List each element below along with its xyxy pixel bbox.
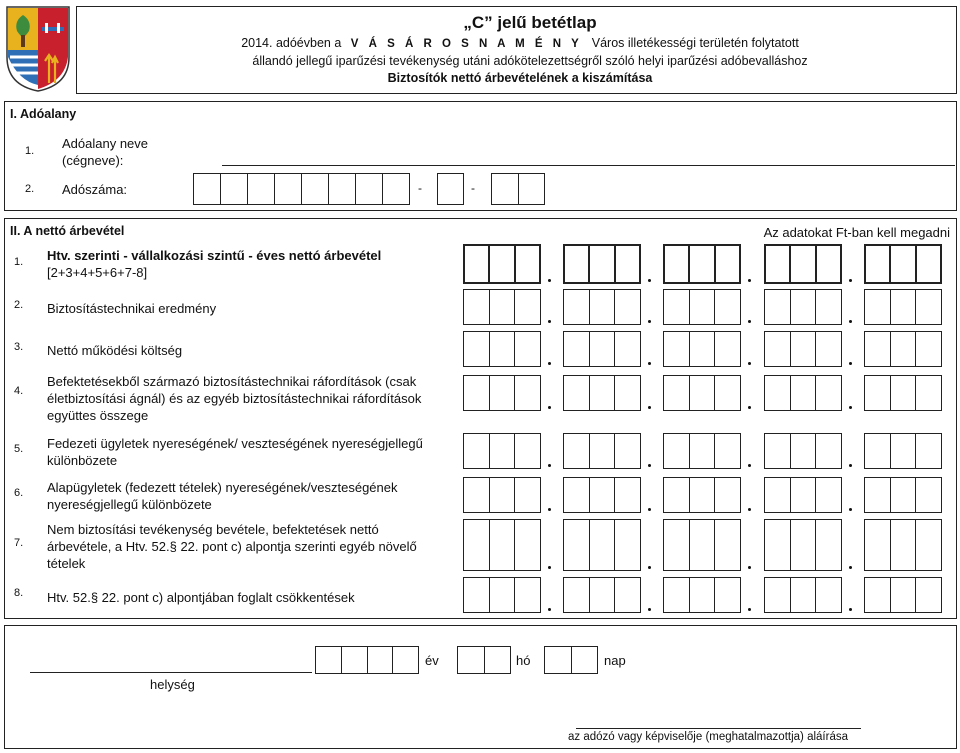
- amount-digit-group[interactable]: [764, 331, 842, 367]
- digit-box[interactable]: [302, 174, 329, 204]
- amount-digit-group[interactable]: [864, 519, 942, 571]
- digit-box[interactable]: [316, 647, 342, 673]
- digit-box[interactable]: [690, 478, 716, 512]
- digit-box[interactable]: [715, 376, 740, 410]
- digit-box[interactable]: [765, 376, 791, 410]
- amount-digit-group[interactable]: [764, 477, 842, 513]
- row-label: [47, 247, 381, 281]
- place-field[interactable]: [30, 672, 312, 673]
- amount-digit-group[interactable]: [463, 244, 541, 284]
- row-label: [47, 342, 182, 359]
- digit-box[interactable]: [615, 478, 640, 512]
- digit-box[interactable]: [615, 578, 640, 612]
- digit-box[interactable]: [590, 376, 616, 410]
- digit-box[interactable]: [891, 434, 917, 468]
- digit-box[interactable]: [464, 434, 490, 468]
- header-year-text: 2014. adóévben a: [241, 36, 342, 50]
- digit-box[interactable]: [329, 174, 356, 204]
- digit-box[interactable]: [572, 647, 598, 673]
- digit-box[interactable]: [690, 376, 716, 410]
- amount-digit-group[interactable]: [563, 244, 641, 284]
- digit-box[interactable]: [564, 376, 590, 410]
- row-label-line: együttes összege: [47, 408, 149, 423]
- header-city-name: V Á S Á R O S N A M É N Y: [350, 38, 583, 50]
- digit-box[interactable]: [368, 647, 394, 673]
- row-label: [47, 479, 398, 513]
- digit-box[interactable]: [515, 332, 540, 366]
- digit-box[interactable]: [866, 246, 891, 282]
- digit-box[interactable]: [515, 290, 540, 324]
- row-label: [47, 435, 423, 469]
- digit-box[interactable]: [891, 478, 917, 512]
- amount-digit-group[interactable]: [864, 244, 942, 284]
- thousands-separator-dot: [648, 464, 651, 467]
- amount-digit-group[interactable]: [463, 433, 541, 469]
- row-number: 2.: [14, 299, 24, 311]
- digit-box[interactable]: [816, 520, 841, 570]
- taxpayer-name-label: [62, 135, 148, 169]
- thousands-separator-dot: [648, 566, 651, 569]
- row-label-line: Htv. szerinti - vállalkozási szintű - éves nettó árbevétel: [47, 248, 382, 263]
- digit-box[interactable]: [590, 520, 616, 570]
- digit-box[interactable]: [664, 434, 690, 468]
- row-number: 8.: [14, 587, 24, 599]
- thousands-separator-dot: [748, 406, 751, 409]
- amount-digit-group[interactable]: [764, 289, 842, 325]
- digit-box[interactable]: [490, 332, 516, 366]
- digit-box[interactable]: [664, 376, 690, 410]
- thousands-separator-dot: [748, 464, 751, 467]
- thousands-separator-dot: [648, 608, 651, 611]
- digit-box[interactable]: [765, 290, 791, 324]
- thousands-separator-dot: [548, 464, 551, 467]
- header-subtitle: Biztosítók nettó árbevételének a kiszámítása: [387, 71, 653, 85]
- digit-box[interactable]: [342, 647, 368, 673]
- thousands-separator-dot: [748, 279, 751, 282]
- digit-box[interactable]: [485, 647, 511, 673]
- row-number: 3.: [14, 341, 24, 353]
- thousands-separator-dot: [548, 320, 551, 323]
- digit-box[interactable]: [564, 520, 590, 570]
- digit-box[interactable]: [916, 578, 941, 612]
- amount-digit-group[interactable]: [764, 433, 842, 469]
- digit-box[interactable]: [766, 246, 791, 282]
- month-label: hó: [516, 653, 531, 668]
- digit-box[interactable]: [464, 290, 490, 324]
- year-boxes[interactable]: [315, 646, 419, 674]
- amount-digit-group[interactable]: [764, 519, 842, 571]
- amount-digit-group[interactable]: [663, 577, 741, 613]
- amount-digit-group[interactable]: [563, 289, 641, 325]
- tax-number-label: Adószáma:: [62, 182, 128, 197]
- digit-box[interactable]: [515, 578, 540, 612]
- digit-box[interactable]: [791, 246, 816, 282]
- digit-box[interactable]: [791, 434, 817, 468]
- row-label-line: Biztosítástechnikai eredmény: [47, 301, 217, 316]
- digit-box[interactable]: [916, 332, 941, 366]
- digit-box[interactable]: [715, 578, 740, 612]
- row-label-line: nyereségjellegű különbözete: [47, 497, 212, 512]
- digit-box[interactable]: [865, 434, 891, 468]
- digit-box[interactable]: [590, 290, 616, 324]
- amount-digit-group[interactable]: [764, 577, 842, 613]
- header-line-2: állandó jellegű iparűzési tevékenység utáni adókötelezettségről szóló helyi iparűzési adóbevalláshoz: [252, 54, 808, 68]
- digit-box[interactable]: [275, 174, 302, 204]
- digit-box[interactable]: [791, 332, 817, 366]
- digit-box[interactable]: [590, 478, 616, 512]
- amount-digit-group[interactable]: [663, 289, 741, 325]
- row-label-line: különbözete: [47, 453, 118, 468]
- thousands-separator-dot: [849, 320, 852, 323]
- digit-box[interactable]: [865, 290, 891, 324]
- digit-box[interactable]: [519, 174, 545, 204]
- digit-box[interactable]: [515, 520, 540, 570]
- thousands-separator-dot: [849, 406, 852, 409]
- digit-box[interactable]: [765, 578, 791, 612]
- amount-digit-group[interactable]: [563, 577, 641, 613]
- header-city-suffix: Város illetékességi területén folytatott: [591, 36, 799, 50]
- amount-digit-group[interactable]: [663, 519, 741, 571]
- digit-box[interactable]: [664, 520, 690, 570]
- digit-box[interactable]: [615, 376, 640, 410]
- digit-box[interactable]: [458, 647, 485, 673]
- digit-box[interactable]: [765, 434, 791, 468]
- digit-box[interactable]: [916, 434, 941, 468]
- digit-box[interactable]: [664, 332, 690, 366]
- digit-box[interactable]: [356, 174, 383, 204]
- thousands-separator-dot: [748, 362, 751, 365]
- digit-box[interactable]: [916, 478, 941, 512]
- digit-box[interactable]: [865, 478, 891, 512]
- thousands-separator-dot: [548, 608, 551, 611]
- digit-box[interactable]: [690, 332, 716, 366]
- digit-box[interactable]: [664, 578, 690, 612]
- row-label-line: életbiztosítási ágnál) és az egyéb biztosítástechnikai ráfordítások: [47, 391, 422, 406]
- row-label: [47, 521, 417, 572]
- amount-digit-group[interactable]: [663, 375, 741, 411]
- tax-number-check-box[interactable]: [437, 173, 464, 205]
- thousands-separator-dot: [748, 566, 751, 569]
- section-1-title: I. Adóalany: [10, 107, 77, 121]
- digit-box[interactable]: [590, 332, 616, 366]
- digit-box[interactable]: [816, 332, 841, 366]
- digit-box[interactable]: [490, 290, 516, 324]
- month-boxes[interactable]: [457, 646, 511, 674]
- digit-box[interactable]: [515, 376, 540, 410]
- digit-box[interactable]: [516, 246, 539, 282]
- digit-box[interactable]: [791, 520, 817, 570]
- digit-box[interactable]: [791, 376, 817, 410]
- digit-box[interactable]: [464, 520, 490, 570]
- day-label: nap: [604, 653, 626, 668]
- digit-box[interactable]: [464, 376, 490, 410]
- digit-box[interactable]: [816, 434, 841, 468]
- digit-box[interactable]: [590, 578, 616, 612]
- digit-box[interactable]: [194, 174, 221, 204]
- digit-box[interactable]: [490, 376, 516, 410]
- thousands-separator-dot: [849, 508, 852, 511]
- digit-box[interactable]: [891, 578, 917, 612]
- digit-box[interactable]: [664, 290, 690, 324]
- city-coat-of-arms: [5, 5, 71, 93]
- digit-box[interactable]: [590, 246, 615, 282]
- digit-box[interactable]: [664, 478, 690, 512]
- amount-digit-group[interactable]: [463, 331, 541, 367]
- digit-box[interactable]: [765, 520, 791, 570]
- amount-digit-group[interactable]: [463, 477, 541, 513]
- thousands-separator-dot: [648, 279, 651, 282]
- amount-digit-group[interactable]: [463, 375, 541, 411]
- amount-digit-group[interactable]: [764, 244, 842, 284]
- digit-box[interactable]: [715, 434, 740, 468]
- row-label-line: [2+3+4+5+6+7-8]: [47, 265, 148, 280]
- digit-box[interactable]: [616, 246, 639, 282]
- digit-box[interactable]: [383, 174, 409, 204]
- amount-digit-group[interactable]: [563, 375, 641, 411]
- digit-box[interactable]: [865, 376, 891, 410]
- digit-box[interactable]: [690, 246, 715, 282]
- amount-digit-group[interactable]: [663, 477, 741, 513]
- thousands-separator-dot: [748, 608, 751, 611]
- day-boxes[interactable]: [544, 646, 598, 674]
- amount-digit-group[interactable]: [663, 331, 741, 367]
- row-number: 7.: [14, 537, 24, 549]
- taxpayer-name-label-line-2: (cégneve):: [62, 153, 124, 168]
- amount-digit-group[interactable]: [864, 577, 942, 613]
- digit-box[interactable]: [715, 478, 740, 512]
- digit-box[interactable]: [590, 434, 616, 468]
- tax-number-main-boxes[interactable]: [193, 173, 410, 205]
- digit-box[interactable]: [492, 174, 519, 204]
- digit-box[interactable]: [891, 376, 917, 410]
- row-label: [47, 373, 421, 424]
- digit-box[interactable]: [564, 478, 590, 512]
- amount-digit-group[interactable]: [864, 331, 942, 367]
- row-label-line: Fedezeti ügyletek nyereségének/ veszteségének nyereségjellegű: [47, 436, 423, 451]
- amount-digit-group[interactable]: [463, 519, 541, 571]
- digit-box[interactable]: [865, 578, 891, 612]
- digit-box[interactable]: [465, 246, 490, 282]
- thousands-separator-dot: [648, 320, 651, 323]
- amount-digit-group[interactable]: [864, 433, 942, 469]
- digit-box[interactable]: [891, 290, 917, 324]
- digit-box[interactable]: [916, 290, 941, 324]
- digit-box[interactable]: [615, 520, 640, 570]
- tax-number-dash-1: -: [418, 181, 422, 195]
- taxpayer-name-label-line-1: Adóalany neve: [62, 136, 149, 151]
- section-2-title: II. A nettó árbevétel: [10, 224, 125, 238]
- digit-box[interactable]: [765, 332, 791, 366]
- thousands-separator-dot: [849, 608, 852, 611]
- section-1-row-2-number: 2.: [25, 183, 35, 195]
- thousands-separator-dot: [548, 508, 551, 511]
- form-title: „C” jelű betétlap: [463, 13, 597, 32]
- row-label-line: Nettó működési költség: [47, 343, 183, 358]
- digit-box[interactable]: [464, 578, 490, 612]
- row-label-line: tételek: [47, 556, 86, 571]
- digit-box[interactable]: [464, 332, 490, 366]
- digit-box[interactable]: [221, 174, 248, 204]
- row-label-line: Nem biztosítási tevékenység bevétele, befektetések nettó: [47, 522, 379, 537]
- digit-box[interactable]: [545, 647, 572, 673]
- digit-box[interactable]: [564, 290, 590, 324]
- row-label-line: Htv. 52.§ 22. pont c) alpontjában foglalt csökkentések: [47, 590, 355, 605]
- digit-box[interactable]: [916, 376, 941, 410]
- row-label: [47, 589, 355, 606]
- currency-note: Az adatokat Ft-ban kell megadni: [763, 225, 950, 240]
- amount-digit-group[interactable]: [563, 519, 641, 571]
- amount-digit-group[interactable]: [663, 433, 741, 469]
- digit-box[interactable]: [816, 290, 841, 324]
- digit-box[interactable]: [248, 174, 275, 204]
- amount-digit-group[interactable]: [463, 577, 541, 613]
- digit-box[interactable]: [816, 478, 841, 512]
- digit-box[interactable]: [817, 246, 840, 282]
- row-label-line: Alapügyletek (fedezett tételek) nyereségének/veszteségének: [47, 480, 398, 495]
- digit-box[interactable]: [891, 520, 917, 570]
- thousands-separator-dot: [648, 406, 651, 409]
- thousands-separator-dot: [548, 566, 551, 569]
- thousands-separator-dot: [748, 320, 751, 323]
- digit-box[interactable]: [438, 174, 463, 204]
- digit-box[interactable]: [490, 520, 516, 570]
- digit-box[interactable]: [665, 246, 690, 282]
- amount-digit-group[interactable]: [663, 244, 741, 284]
- digit-box[interactable]: [865, 520, 891, 570]
- signature-label: az adózó vagy képviselője (meghatalmazottja) aláírása: [568, 731, 848, 743]
- digit-box[interactable]: [917, 246, 940, 282]
- digit-box[interactable]: [716, 246, 739, 282]
- digit-box[interactable]: [564, 434, 590, 468]
- section-1-row-1-number: 1.: [25, 145, 35, 157]
- row-label: [47, 300, 216, 317]
- amount-digit-group[interactable]: [764, 375, 842, 411]
- digit-box[interactable]: [791, 478, 817, 512]
- digit-box[interactable]: [690, 434, 716, 468]
- digit-box[interactable]: [564, 332, 590, 366]
- digit-box[interactable]: [690, 578, 716, 612]
- amount-digit-group[interactable]: [864, 289, 942, 325]
- digit-box[interactable]: [565, 246, 590, 282]
- amount-digit-group[interactable]: [864, 477, 942, 513]
- thousands-separator-dot: [548, 406, 551, 409]
- place-label: helység: [150, 677, 195, 692]
- row-number: 4.: [14, 385, 24, 397]
- digit-box[interactable]: [865, 332, 891, 366]
- amount-digit-group[interactable]: [463, 289, 541, 325]
- thousands-separator-dot: [648, 508, 651, 511]
- digit-box[interactable]: [891, 246, 916, 282]
- digit-box[interactable]: [464, 478, 490, 512]
- digit-box[interactable]: [615, 332, 640, 366]
- digit-box[interactable]: [791, 578, 817, 612]
- amount-digit-group[interactable]: [563, 331, 641, 367]
- digit-box[interactable]: [816, 578, 841, 612]
- digit-box[interactable]: [490, 478, 516, 512]
- taxpayer-name-field[interactable]: [222, 165, 955, 166]
- thousands-separator-dot: [849, 362, 852, 365]
- digit-box[interactable]: [791, 290, 817, 324]
- digit-box[interactable]: [490, 578, 516, 612]
- digit-box[interactable]: [891, 332, 917, 366]
- digit-box[interactable]: [690, 520, 716, 570]
- digit-box[interactable]: [715, 520, 740, 570]
- signature-field[interactable]: [576, 728, 861, 729]
- tax-number-dash-2: -: [471, 181, 475, 195]
- thousands-separator-dot: [849, 464, 852, 467]
- digit-box[interactable]: [615, 290, 640, 324]
- digit-box[interactable]: [515, 478, 540, 512]
- thousands-separator-dot: [648, 362, 651, 365]
- row-label-line: Befektetésekből származó biztosítástechnikai ráfordítások (csak: [47, 374, 417, 389]
- digit-box[interactable]: [765, 478, 791, 512]
- digit-box[interactable]: [393, 647, 418, 673]
- digit-box[interactable]: [715, 332, 740, 366]
- year-label: év: [425, 653, 439, 668]
- thousands-separator-dot: [748, 508, 751, 511]
- digit-box[interactable]: [515, 434, 540, 468]
- digit-box[interactable]: [490, 434, 516, 468]
- digit-box[interactable]: [490, 246, 515, 282]
- digit-box[interactable]: [816, 376, 841, 410]
- header-line-1: [200, 36, 840, 50]
- thousands-separator-dot: [849, 279, 852, 282]
- thousands-separator-dot: [548, 362, 551, 365]
- amount-digit-group[interactable]: [864, 375, 942, 411]
- thousands-separator-dot: [548, 279, 551, 282]
- amount-digit-group[interactable]: [563, 477, 641, 513]
- row-number: 6.: [14, 487, 24, 499]
- tax-number-county-boxes[interactable]: [491, 173, 545, 205]
- row-number: 1.: [14, 256, 24, 268]
- digit-box[interactable]: [916, 520, 941, 570]
- digit-box[interactable]: [715, 290, 740, 324]
- digit-box[interactable]: [564, 578, 590, 612]
- row-label-line: árbevétele, a Htv. 52.§ 22. pont c) alpontja szerinti egyéb növelő: [47, 539, 417, 554]
- digit-box[interactable]: [615, 434, 640, 468]
- digit-box[interactable]: [690, 290, 716, 324]
- row-number: 5.: [14, 443, 24, 455]
- amount-digit-group[interactable]: [563, 433, 641, 469]
- thousands-separator-dot: [849, 566, 852, 569]
